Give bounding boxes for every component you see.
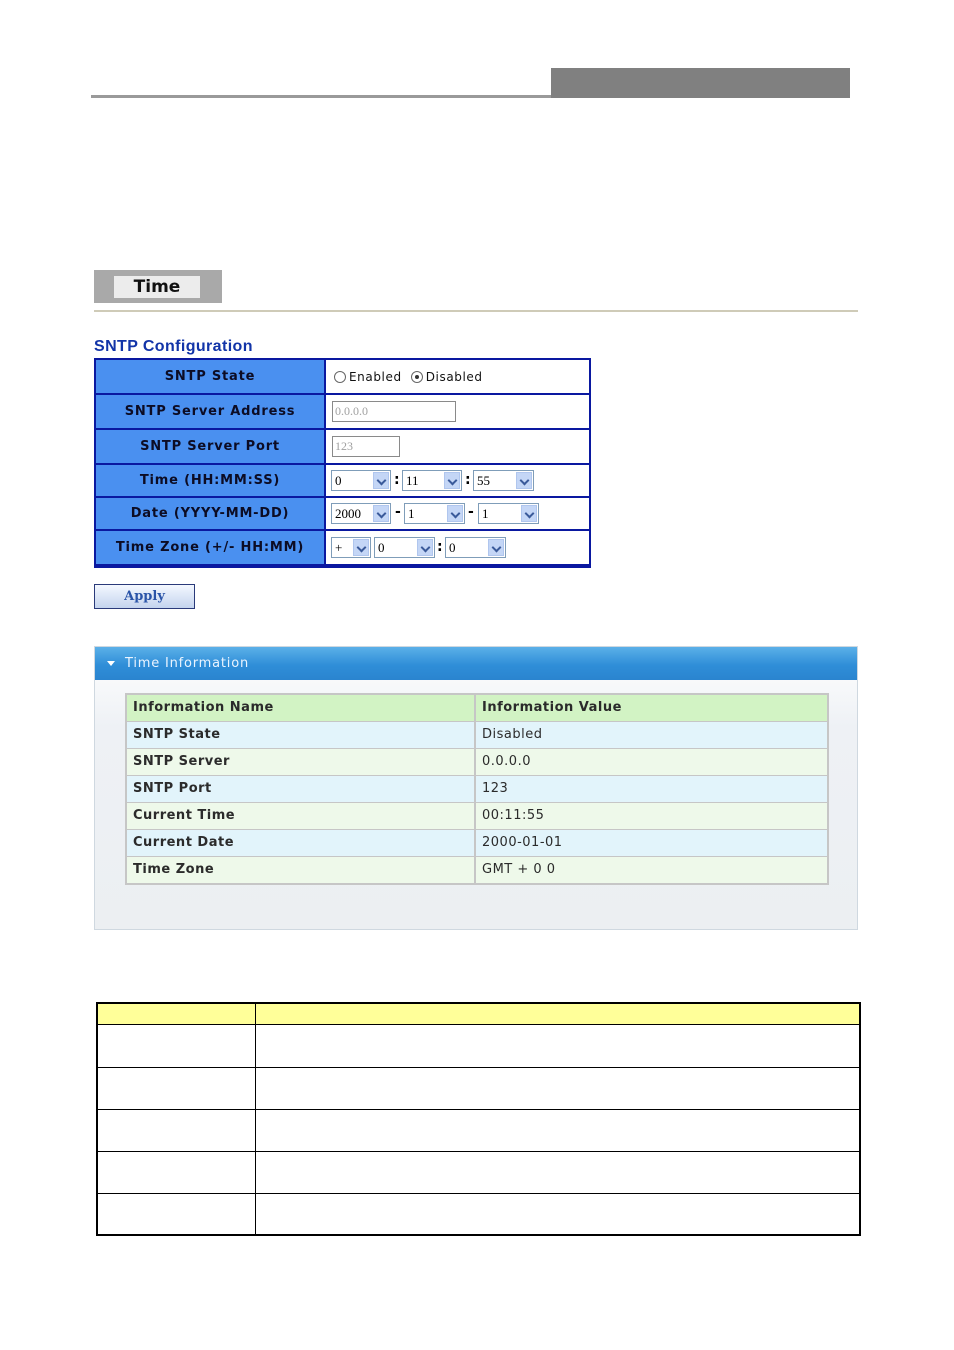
time-zone-value (326, 531, 589, 564)
time-zone-hour-select[interactable] (374, 537, 435, 558)
info-value-cell: GMT + 0 0 (476, 857, 827, 883)
date-day-value: 1 (482, 506, 489, 521)
row-sntp-server-address (96, 395, 589, 428)
disabled-radio-label[interactable]: Disabled (425, 369, 483, 384)
row-divider (98, 1067, 859, 1068)
chevron-down-icon (417, 539, 433, 556)
time-information-header[interactable] (95, 647, 857, 680)
time-minute-value: 11 (406, 473, 419, 488)
table-row (127, 830, 827, 857)
time-hour-value: 0 (335, 473, 342, 488)
server-port-value (326, 430, 589, 463)
colon-separator: : (394, 472, 400, 488)
row-date (96, 498, 589, 529)
disabled-radio[interactable] (411, 371, 423, 383)
time-minute-select[interactable] (402, 470, 462, 491)
date-label: Date (YYYY-MM-DD) (96, 498, 324, 529)
sntp-config-table (94, 358, 591, 568)
server-port-label: SNTP Server Port (96, 430, 324, 463)
info-name-cell: Time Zone (127, 857, 474, 883)
sntp-state-value (326, 360, 589, 393)
time-second-select[interactable] (473, 470, 534, 491)
time-zone-minute-select[interactable] (445, 537, 506, 558)
time-information-panel (94, 646, 858, 930)
time-zone-hour-value: 0 (378, 540, 385, 555)
row-sntp-state (96, 360, 589, 393)
enabled-radio[interactable] (334, 371, 346, 383)
column-header-name: Information Name (127, 695, 474, 721)
chevron-down-icon (353, 539, 369, 556)
info-name-cell: SNTP Port (127, 776, 474, 802)
chevron-down-icon (373, 472, 389, 489)
time-zone-sign-select[interactable] (331, 537, 371, 558)
info-value-cell: Disabled (476, 722, 827, 748)
table-row (127, 749, 827, 776)
row-time (96, 465, 589, 496)
time-information-title: Time Information (125, 656, 249, 671)
table-row (127, 776, 827, 803)
server-address-input[interactable]: 0.0.0.0 (332, 401, 456, 422)
enabled-radio-label[interactable]: Enabled (349, 369, 402, 384)
time-zone-sign-value: + (335, 540, 343, 555)
table-row (127, 857, 827, 883)
header-bar (551, 68, 850, 98)
time-label: Time (HH:MM:SS) (96, 465, 324, 496)
apply-button[interactable]: Apply (94, 584, 195, 609)
colon-separator: : (437, 539, 443, 555)
time-zone-minute-value: 0 (449, 540, 456, 555)
date-month-select[interactable] (404, 503, 465, 524)
info-value-cell: 2000-01-01 (476, 830, 827, 856)
chevron-down-icon (444, 472, 460, 489)
colon-separator: : (465, 472, 471, 488)
chevron-down-icon (447, 505, 463, 522)
info-value-cell: 0.0.0.0 (476, 749, 827, 775)
tab-divider (94, 310, 858, 312)
table-row (127, 722, 827, 749)
chevron-down-icon (521, 505, 537, 522)
column-header-value: Information Value (476, 695, 827, 721)
date-year-value: 2000 (335, 506, 361, 521)
sntp-state-radios (334, 360, 483, 393)
chevron-down-icon (516, 472, 532, 489)
date-value (326, 498, 589, 529)
description-table (96, 1002, 861, 1236)
row-divider (98, 1193, 859, 1194)
sntp-config-title: SNTP Configuration (94, 338, 253, 355)
row-sntp-server-port (96, 430, 589, 463)
sntp-state-label: SNTP State (96, 360, 324, 393)
row-divider (98, 1151, 859, 1152)
time-tab (94, 270, 222, 303)
info-name-cell: Current Date (127, 830, 474, 856)
collapse-triangle-icon[interactable] (107, 661, 115, 666)
info-name-cell: Current Time (127, 803, 474, 829)
info-value-cell: 123 (476, 776, 827, 802)
header-rule (91, 95, 551, 98)
date-year-select[interactable] (331, 503, 391, 524)
table-row (127, 803, 827, 830)
time-tab-label: Time (114, 276, 200, 298)
info-value-cell: 00:11:55 (476, 803, 827, 829)
chevron-down-icon (373, 505, 389, 522)
server-address-label: SNTP Server Address (96, 395, 324, 428)
dash-separator: - (395, 504, 401, 520)
server-port-input[interactable]: 123 (332, 436, 400, 457)
column-divider (255, 1004, 256, 1234)
time-value (326, 465, 589, 496)
date-day-select[interactable] (478, 503, 539, 524)
time-second-value: 55 (477, 473, 490, 488)
row-time-zone (96, 531, 589, 564)
table-header-row (127, 695, 827, 722)
chevron-down-icon (488, 539, 504, 556)
info-name-cell: SNTP State (127, 722, 474, 748)
time-information-table (125, 693, 829, 885)
time-zone-label: Time Zone (+/- HH:MM) (96, 531, 324, 564)
dash-separator: - (468, 504, 474, 520)
date-month-value: 1 (408, 506, 415, 521)
row-divider (98, 1109, 859, 1110)
time-hour-select[interactable] (331, 470, 391, 491)
info-name-cell: SNTP Server (127, 749, 474, 775)
description-table-header (98, 1004, 859, 1025)
server-address-value (326, 395, 589, 428)
